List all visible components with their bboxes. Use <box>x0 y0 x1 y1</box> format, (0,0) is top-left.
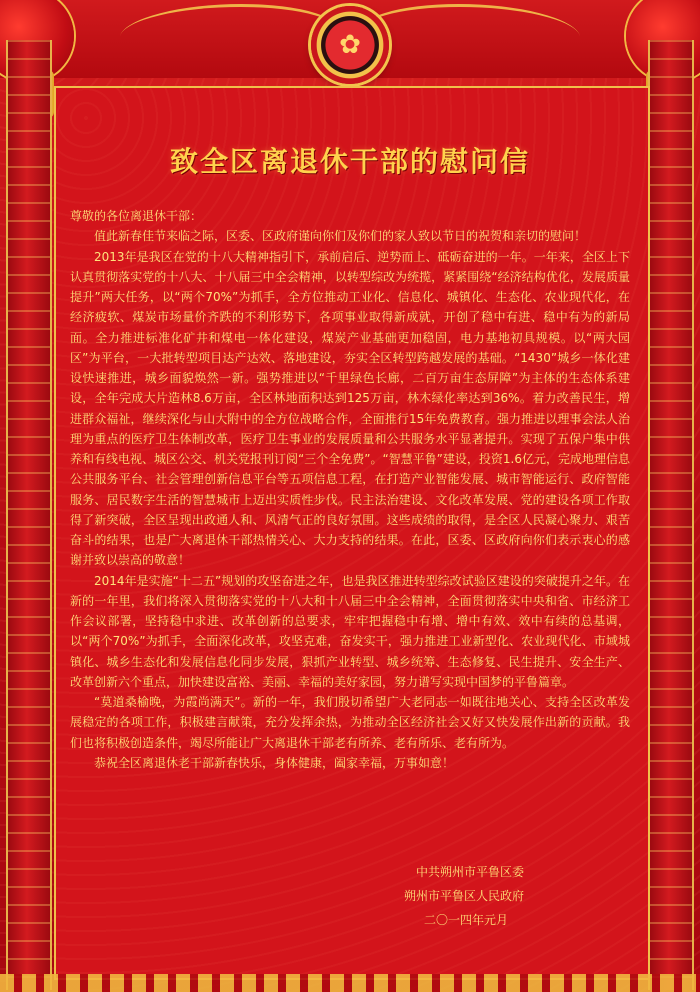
right-ornament-rail <box>648 40 694 990</box>
letter-title: 致全区离退休干部的慰问信 <box>169 145 530 178</box>
medallion-icon <box>311 6 389 84</box>
paragraph-greeting: 值此新春佳节来临之际，区委、区政府谨向你们及你们的家人致以节日的祝贺和亲切的慰问！ <box>94 229 587 244</box>
signature-date: 二〇一四年元月 <box>424 913 509 927</box>
signature-block <box>400 862 600 934</box>
bottom-decor-band <box>0 974 700 992</box>
signature-org-party-committee: 中共朔州市平鲁区委 <box>416 865 525 879</box>
paragraph-wishes: 恭祝全区离退休老干部新春快乐，身体健康，阖家幸福，万事如意！ <box>94 755 455 770</box>
paragraph-2013-review: 2013年是我区在党的十八大精神指引下，承前启后、逆势而上、砥砺奋进的一年。一年来，全区上下认真贯彻落实党的十八大、十八届三中全会精神，以转型综改为统揽，紧紧围绕“经济结构优化，发展质量提升”两大任务，以“两个70%”为抓手，全方位推动工业化、信息化、城镇化、生态化、农业现代化，在经济疲软、煤炭市场量价齐跌的不利形势下，各项事业取得新成就，开创了稳中有进、稳中有为的新局面。全力推进标准化矿井和煤电一体化建设，煤炭产业基础更加稳固，电力基地初具规模。以“两大园区”为平台，一大批转型项目达产达效、落地建设，夯实全区转型跨越发展的基础。“1430”城乡一体化建设快速推进，城乡面貌焕然一新。强势推进以“千里绿色长廊，二百万亩生态屏障”为主体的生态体系建设，全年完成大片造林8.6万亩，全区林地面积达到125万亩，林木绿化率达到36%。着力改善民生，增进群众福祉，继续深化与山大附中的全方位战略合作，全面推行15年免费教育。强力推进以理事会法人治理为重点的医疗卫生体制改革，医疗卫生事业的发展质量和公共服务水平显著提升。实现了五保户集中供养和有线电视、城区公交、机关党报刊订阅“三个全免费”。“智慧平鲁”建设，投资1.6亿元，完成地理信息公共服务平台、社会管理创新信息平台等五项信息工程，在打造产业智能发展、城市智能运行、政府智能服务、居民数字生活的智慧城市上迈出实质性步伐。民主法治建设、文化改革发展、党的建设各项工作取得了新突破，全区呈现出政通人和、风清气正的良好氛围。这些成绩的取得，是全区人民凝心聚力、艰苦奋斗的结果，也是广大离退休干部热情关心、大力支持的结果。在此，区委、区政府向你们表示衷心的感谢并致以崇高的敬意！ <box>70 249 630 568</box>
paragraph-hope: “莫道桑榆晚，为霞尚满天”。新的一年，我们殷切希望广大老同志一如既往地关心、支持全区改革发展稳定的各项工作，积极建言献策，充分发挥余热，为推动全区经济社会又好又快发展作出新的贡献。我们也将积极创造条件，竭尽所能让广大离退休干部老有所养、老有所乐、老有所为。 <box>70 695 630 750</box>
letter-body <box>70 206 630 773</box>
paragraph-2014-plan: 2014年是实施“十二五”规划的攻坚奋进之年，也是我区推进转型综改试验区建设的突破提升之年。在新的一年里，我们将深入贯彻落实党的十八大和十八届三中全会精神，全面贯彻落实中央和省、市经济工作会议部署，坚持稳中求进、改革创新的总要求，牢牢把握稳中有增、增中有效、效中有续的总基调，以“两个70%”为抓手，全面深化改革，攻坚克难，奋发实干，强力推进工业新型化、农业现代化、市域城镇化、城乡生态化和发展信息化同步发展，狠抓产业转型、城乡统筹、生态修复、民生提升、安全生产、改革创新六个重点，加快建设富裕、美丽、幸福的美好家园，努力谱写实现中国梦的平鲁篇章。 <box>70 573 630 689</box>
left-ornament-rail <box>6 40 52 990</box>
signature-org-government: 朔州市平鲁区人民政府 <box>404 889 525 903</box>
salutation: 尊敬的各位离退休干部： <box>70 209 203 223</box>
